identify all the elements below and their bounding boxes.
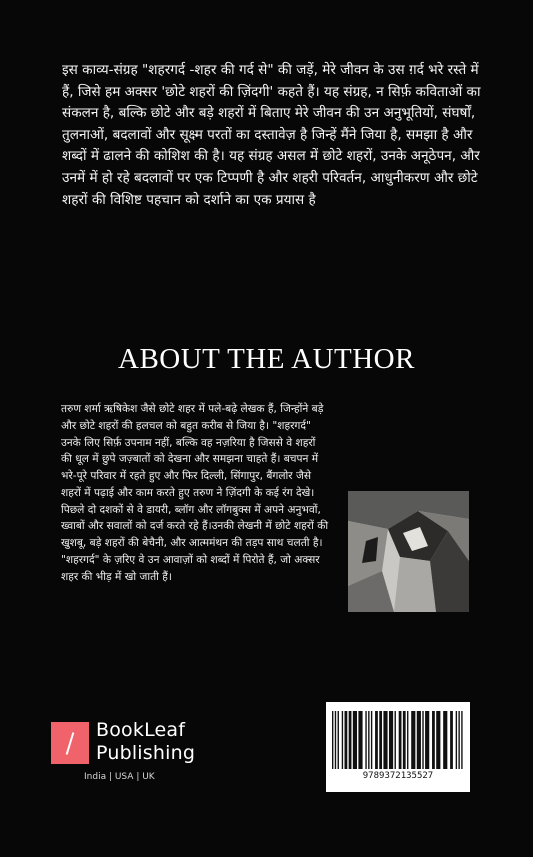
barcode-bars (332, 711, 464, 769)
publisher-name-line1: BookLeaf (96, 719, 186, 741)
barcode-bar (403, 711, 406, 769)
barcode-bar (443, 711, 447, 769)
barcode-bar (335, 711, 336, 769)
barcode-bar (368, 711, 369, 769)
back-cover-blurb: इस काव्य-संग्रह "शहरगर्द -शहर की गर्द से" की जड़ें, मेरे जीवन के उस ग़र्द भरे रस्ते में हैं, जिसे हम अक्सर 'छोटे शहरों की ज़िंदगी' कहते हैं। यह संग्रह, न सिर्फ़ कविताओं का संकलन है, बल्कि छोटे और बड़े शहरों में बिताए मेरे जीवन की उन अनुभूतियों, संघर्षों, तुलनाओं, बदलावों और सूक्ष्म परतों का दस्तावेज़ है जिन्हें मैंने जिया है, समझा है और शब्दों में ढालने की कोशिश की है। यह संग्रह असल में छोटे शहरों, उनके अनूठेपन, और उनमें में हो रहे बदलावों पर एक टिप्पणी है और शहरी परिवर्तन, आधुनीकरण और छोटे शहरों की विशिष्ट पहचान को दर्शाने का एक प्रयास है (62, 62, 481, 208)
barcode-bar (349, 711, 352, 769)
barcode-bar (395, 711, 396, 769)
barcode-bar (353, 711, 357, 769)
author-photo-image (348, 491, 469, 612)
barcode-bar (432, 711, 435, 769)
barcode-bar (332, 711, 333, 769)
barcode-bar (456, 711, 457, 769)
barcode-bar (371, 711, 372, 769)
barcode-bar (342, 711, 343, 769)
about-author-heading: ABOUT THE AUTHOR (118, 343, 415, 375)
barcode-bar (338, 711, 339, 769)
barcode-bar (436, 711, 440, 769)
barcode-bar (389, 711, 393, 769)
barcode-bar (383, 711, 387, 769)
author-bio: तरुण शर्मा ऋषिकेश जैसे छोटे शहर में पले-बढ़े लेखक हैं, जिन्होंने बड़े और छोटे शहरों की हलचल को बहुत करीब से जिया है। "शहरगर्द" उनके लिए सिर्फ़ उपनाम नहीं, बल्कि वह नज़रिया है जिससे वे शहरों की धूल में छुपे जज़्बातों को देखना और समझना चाहते हैं। बचपन में भरे-पूरे परिवार में रहते हुए और फिर दिल्ली, सिंगापुर, बैंगलोर जैसे शहरों में पढ़ाई और काम करते हुए तरुण ने ज़िंदगी के कई रंग देखे। पिछले दो दशकों से वे डायरी, ब्लॉग और लॉगबुक्स में अपने अनुभवों, ख्वाबों और सवालों को दर्ज करते रहे हैं।उनकी लेखनी में छोटे शहरों की खुशबू, बड़े शहरों की बेचैनी, और आत्ममंथन की तड़प साथ चलती है। "शहरगर्द" के ज़रिए वे उन आवाज़ों को शब्दों में पिरोते हैं, जो अक्सर शहर की भीड़ में खो जाती हैं। (61, 403, 329, 583)
barcode-bar (425, 711, 429, 769)
publisher-logo (51, 719, 211, 792)
barcode-bar (461, 711, 462, 769)
barcode-bar (379, 711, 382, 769)
barcode-bar (417, 711, 421, 769)
barcode-bar (450, 711, 453, 769)
barcode-bar (407, 711, 408, 769)
barcode-bar (422, 711, 423, 769)
barcode-bar (411, 711, 415, 769)
barcode-bar (399, 711, 402, 769)
barcode-bar (458, 711, 459, 769)
barcode-bar (365, 711, 366, 769)
isbn-number: 9789372135527 (362, 771, 434, 781)
publisher-slash-icon (51, 722, 89, 764)
publisher-name-line2: Publishing (96, 742, 196, 764)
author-photo (348, 491, 469, 612)
isbn-barcode (326, 702, 470, 792)
barcode-bar (358, 711, 362, 769)
barcode-bar (375, 711, 378, 769)
barcode-bar (345, 711, 348, 769)
publisher-regions: India | USA | UK (84, 772, 155, 782)
